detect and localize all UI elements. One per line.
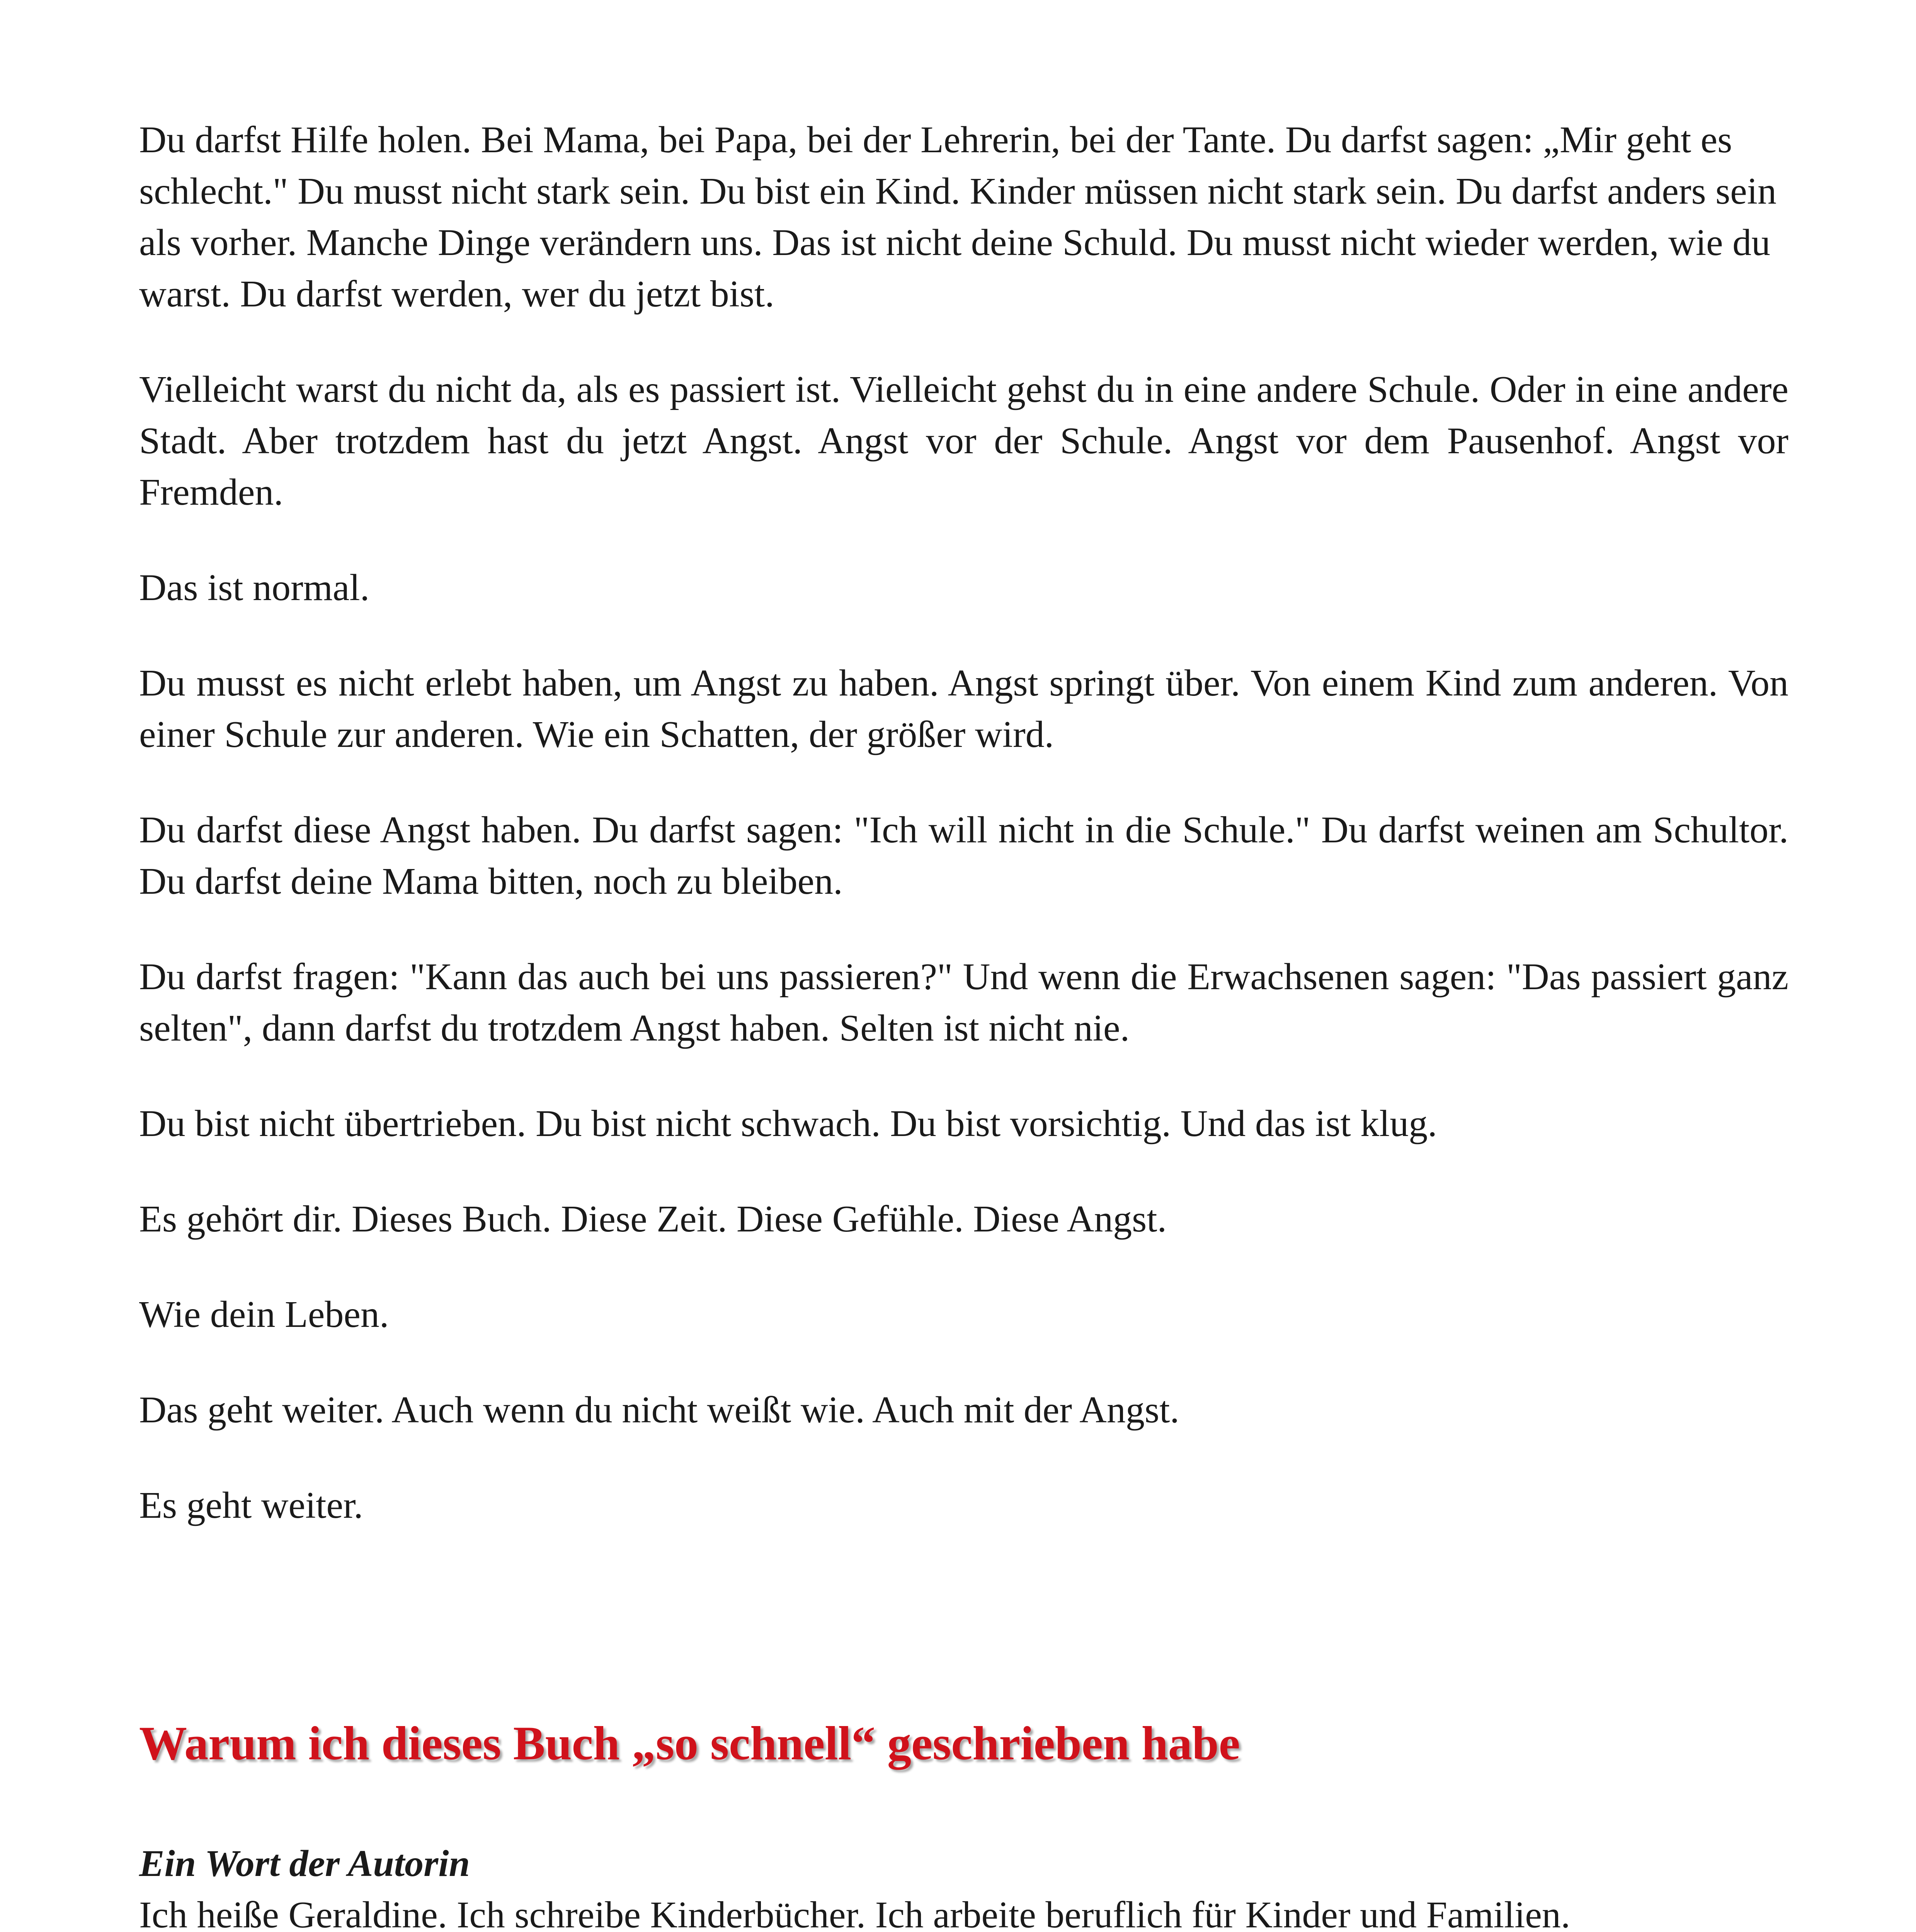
paragraph: Es gehört dir. Dieses Buch. Diese Zeit. Diese Gefühle. Diese Angst. bbox=[139, 1198, 1167, 1240]
paragraph: Du bist nicht übertrieben. Du bist nicht schwach. Du bist vorsichtig. Und das ist klug. bbox=[139, 1103, 1437, 1145]
paragraph: Es geht weiter. bbox=[139, 1485, 363, 1526]
paragraph: Du darfst Hilfe holen. Bei Mama, bei Papa, bei der Lehrerin, bei der Tante. Du darfst sagen: „Mir geht es schlecht." Du musst nicht stark sein. Du bist ein Kind. Kinder müssen nicht stark sein. Du darfst anders sein als vorher. Manche Dinge verändern uns. Das ist nicht deine Schuld. Du musst nicht wieder werden, wie du warst. Du darfst werden, wer du jetzt bist. bbox=[139, 119, 1776, 315]
paragraph: Wie dein Leben. bbox=[139, 1294, 389, 1335]
paragraph: Du darfst fragen: "Kann das auch bei uns passieren?" Und wenn die Erwachsenen sagen: "Das passiert ganz selten", dann darfst du trotzdem Angst haben. Selten ist nicht nie. bbox=[139, 956, 1788, 1049]
section-subheading: Ein Wort der Autorin bbox=[139, 1843, 470, 1884]
section-spacer bbox=[139, 1575, 1788, 1714]
paragraph: Das geht weiter. Auch wenn du nicht weißt wie. Auch mit der Angst. bbox=[139, 1389, 1179, 1431]
section-heading: Warum ich dieses Buch „so schnell“ geschrieben habe bbox=[139, 1717, 1240, 1770]
paragraph: Ich heiße Geraldine. Ich schreibe Kinderbücher. Ich arbeite beruflich für Kinder und Familien. bbox=[139, 1894, 1571, 1932]
paragraph: Du musst es nicht erlebt haben, um Angst zu haben. Angst springt über. Von einem Kind zum anderen. Von einer Schule zur anderen. Wie ein Schatten, der größer wird. bbox=[139, 662, 1788, 755]
document-page bbox=[139, 114, 1788, 1932]
paragraph: Vielleicht warst du nicht da, als es passiert ist. Vielleicht gehst du in eine andere Schule. Oder in eine andere Stadt. Aber trotzdem hast du jetzt Angst. Angst vor der Schule. Angst vor dem Pausenhof. Angst vor Fremden. bbox=[139, 369, 1788, 513]
paragraph: Das ist normal. bbox=[139, 567, 370, 609]
paragraph: Du darfst diese Angst haben. Du darfst sagen: "Ich will nicht in die Schule." Du darfst weinen am Schultor. Du darfst deine Mama bitten, noch zu bleiben. bbox=[139, 809, 1788, 902]
